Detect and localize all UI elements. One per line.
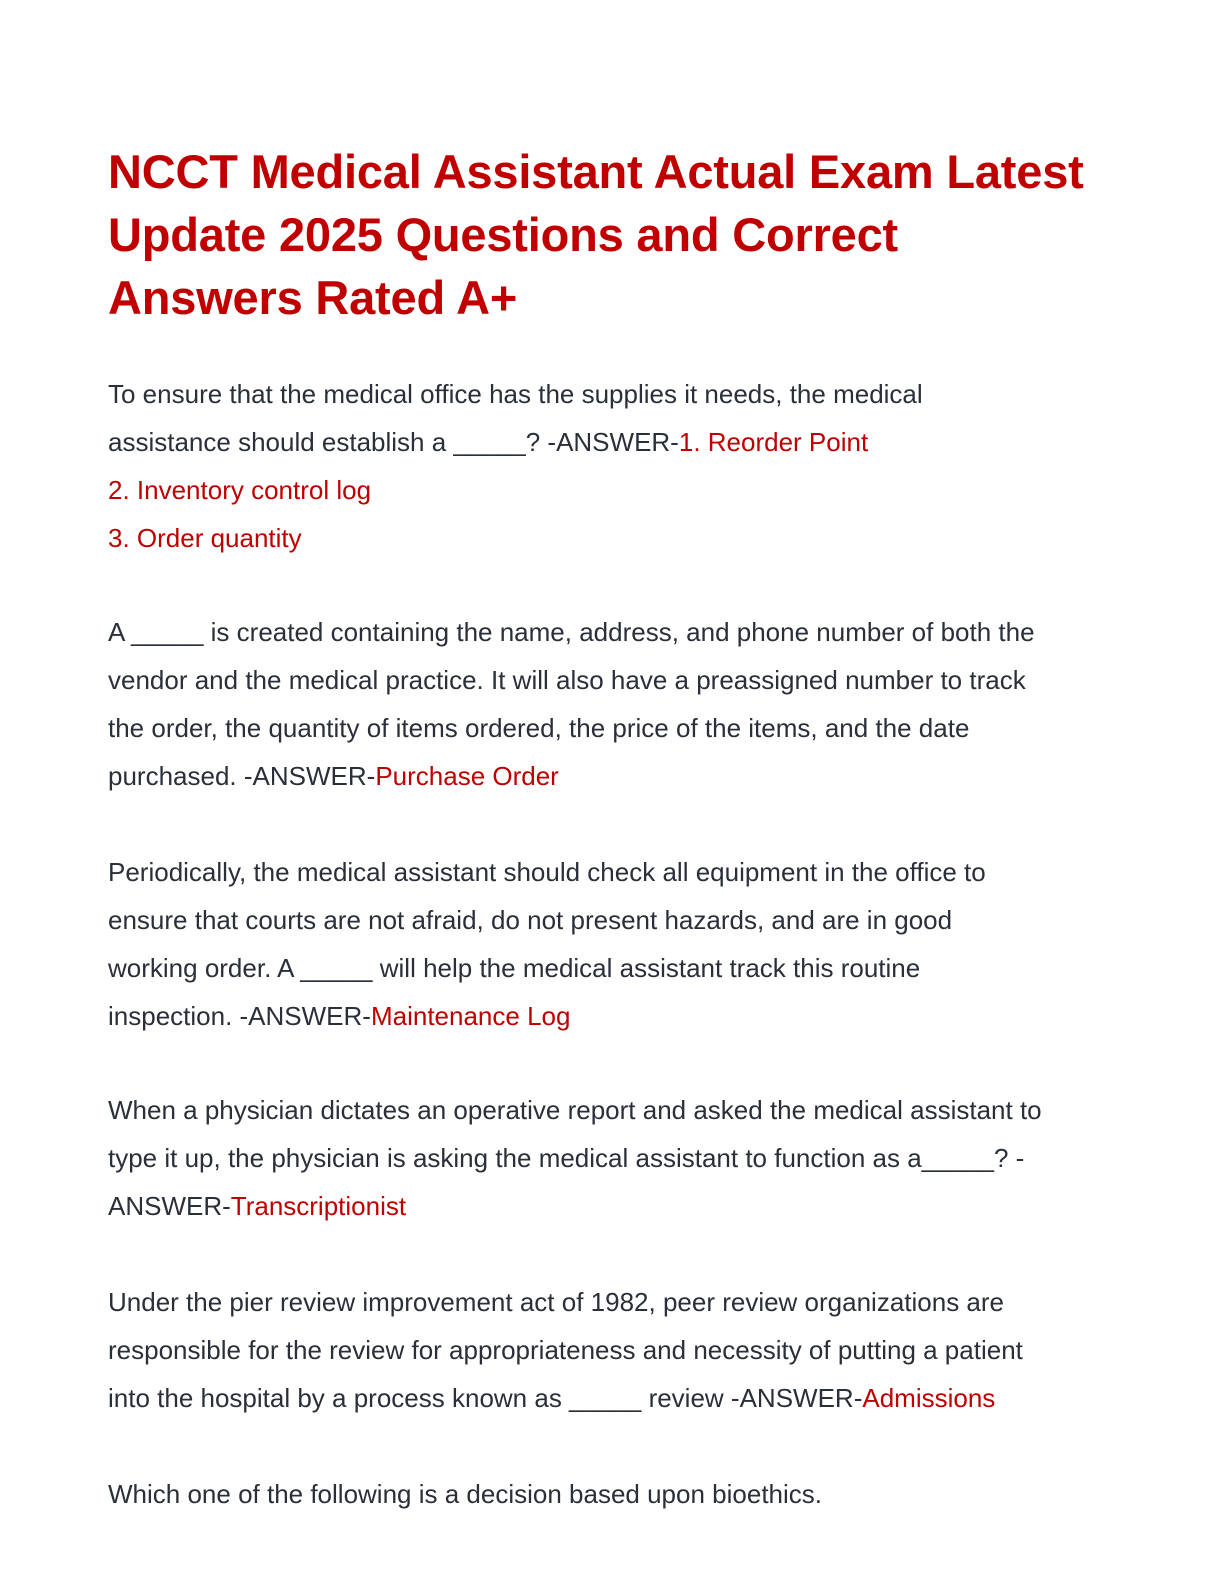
question-text: Under the pier review improvement act of 1982, peer review organizations are: [108, 1287, 1005, 1317]
document-page: [108, 140, 1118, 329]
answer-text: Admissions: [862, 1383, 996, 1413]
answer-text: 3. Order quantity: [108, 523, 302, 553]
document-title: [108, 140, 1118, 329]
question-text: To ensure that the medical office has the supplies it needs, the medical: [108, 379, 923, 409]
question-text: into the hospital by a process known as _____ review -ANSWER-: [108, 1383, 863, 1413]
question-block: [108, 1086, 1042, 1230]
question-text: assistance should establish a _____? -ANSWER-: [108, 427, 679, 457]
question-text: ANSWER-: [108, 1191, 231, 1221]
answer-text: 1. Reorder Point: [678, 427, 869, 457]
question-text: A _____ is created containing the name, address, and phone number of both the: [108, 617, 1035, 647]
question-block: [108, 608, 1035, 800]
title-line: NCCT Medical Assistant Actual Exam Latest: [108, 145, 1084, 198]
answer-text: 2. Inventory control log: [108, 475, 372, 505]
question-text: the order, the quantity of items ordered, the price of the items, and the date: [108, 713, 970, 743]
question-text: ensure that courts are not afraid, do not present hazards, and are in good: [108, 905, 953, 935]
answer-text: Transcriptionist: [230, 1191, 407, 1221]
answer-text: Purchase Order: [375, 761, 559, 791]
question-text: When a physician dictates an operative report and asked the medical assistant to: [108, 1095, 1042, 1125]
question-text: responsible for the review for appropriateness and necessity of putting a patient: [108, 1335, 1023, 1365]
title-line: Update 2025 Questions and Correct: [108, 208, 899, 261]
answer-text: Maintenance Log: [370, 1001, 571, 1031]
question-text: working order. A _____ will help the medical assistant track this routine: [108, 953, 921, 983]
question-block: [108, 848, 986, 1040]
title-line: Answers Rated A+: [108, 271, 518, 324]
question-text: purchased. -ANSWER-: [108, 761, 376, 791]
question-text: inspection. -ANSWER-: [108, 1001, 371, 1031]
question-text: Which one of the following is a decision based upon bioethics.: [108, 1479, 822, 1509]
question-block: [108, 1278, 1023, 1422]
question-text: vendor and the medical practice. It will also have a preassigned number to track: [108, 665, 1026, 695]
question-text: type it up, the physician is asking the medical assistant to function as a_____? -: [108, 1143, 1025, 1173]
question-text: Periodically, the medical assistant should check all equipment in the office to: [108, 857, 986, 887]
question-block: [108, 1470, 822, 1518]
question-block: [108, 370, 923, 562]
